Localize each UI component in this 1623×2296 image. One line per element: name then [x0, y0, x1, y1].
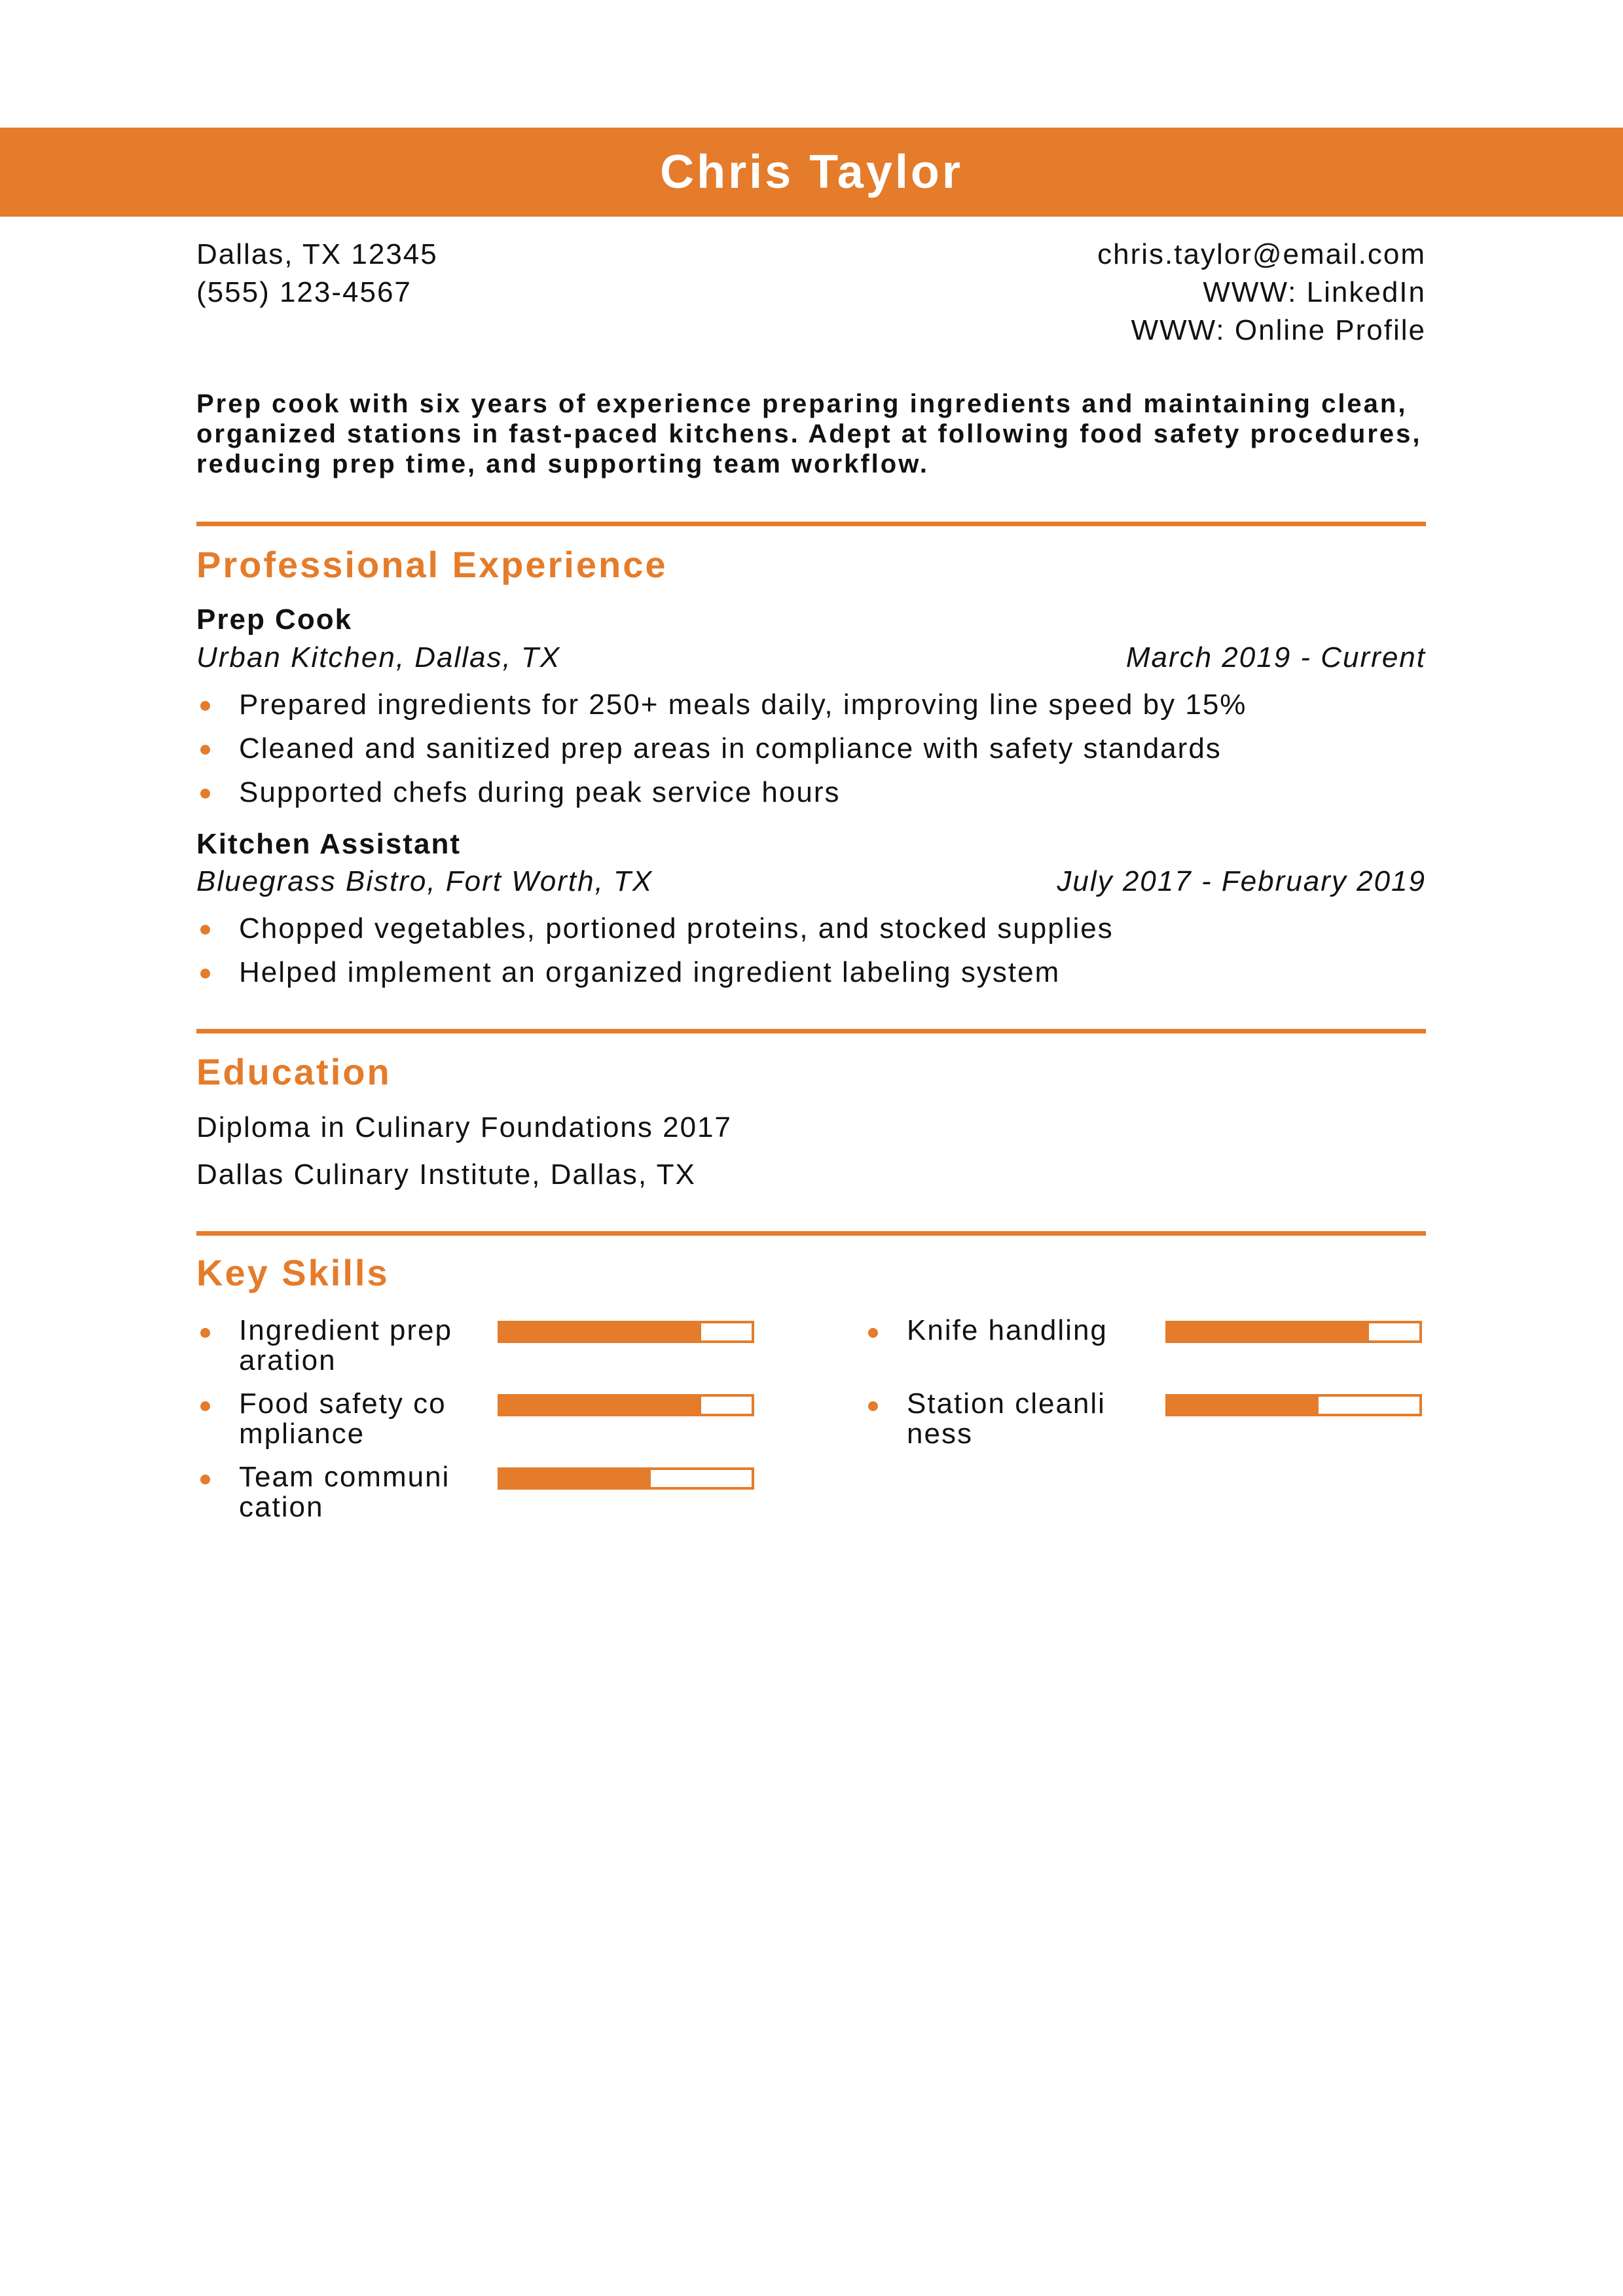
- bullet-icon: [200, 969, 210, 978]
- phone: (555) 123-4567: [196, 276, 412, 308]
- header-band: [0, 128, 1623, 217]
- skill-level-fill: [1168, 1323, 1369, 1340]
- list-item: Prepared ingredients for 250+ meals daily, improving line speed by 15%: [196, 689, 1247, 732]
- skill-item: [196, 1316, 740, 1388]
- job-dates: March 2019 - Current: [1125, 641, 1426, 673]
- skill-label: Ingredient preparation: [239, 1314, 452, 1376]
- skill-label: Food safety compliance: [239, 1388, 447, 1450]
- skill-label: Knife handling: [907, 1314, 1108, 1346]
- list-item: Helped implement an organized ingredient labeling system: [196, 956, 1114, 1000]
- skill-item: [864, 1316, 1408, 1388]
- job-bullets: [196, 689, 1247, 820]
- skill-level-bar: [498, 1467, 754, 1490]
- job-meta: [196, 865, 1426, 898]
- address: Dallas, TX 12345: [196, 238, 438, 270]
- bullet-icon: [200, 925, 210, 935]
- list-item: Chopped vegetables, portioned proteins, and stocked supplies: [196, 912, 1114, 956]
- bullet-icon: [200, 789, 210, 798]
- candidate-name: Chris Taylor: [660, 146, 963, 198]
- email[interactable]: chris.taylor@email.com: [1097, 238, 1426, 270]
- linkedin-link[interactable]: WWW: LinkedIn: [1203, 276, 1426, 308]
- section-divider: [196, 522, 1426, 526]
- summary: Prep cook with six years of experience preparing ingredients and maintaining clean, organized stations in fast-paced kitchens. Adept at following food safety procedures, reducing prep time, and supporting team workflow.: [196, 389, 1422, 478]
- section-divider: [196, 1231, 1426, 1236]
- skill-level-bar: [1165, 1321, 1422, 1343]
- education-heading: Education: [196, 1051, 392, 1092]
- job-company: Urban Kitchen, Dallas, TX: [196, 641, 561, 673]
- skill-level-fill: [500, 1397, 701, 1414]
- online-profile-link[interactable]: WWW: Online Profile: [1131, 314, 1426, 346]
- job-bullets: [196, 912, 1114, 1000]
- bullet-icon: [200, 701, 210, 711]
- job-title: Prep Cook: [196, 603, 353, 636]
- skill-item: [864, 1389, 1408, 1461]
- skill-level-bar: [498, 1394, 754, 1416]
- list-item: Cleaned and sanitized prep areas in compliance with safety standards: [196, 732, 1247, 776]
- skill-level-fill: [1168, 1397, 1319, 1414]
- education-school: Dallas Culinary Institute, Dallas, TX: [196, 1158, 696, 1191]
- job-meta: [196, 641, 1426, 674]
- skill-level-bar: [498, 1321, 754, 1343]
- bullet-icon: [200, 1401, 210, 1411]
- skill-item: [196, 1389, 740, 1461]
- skills-heading: Key Skills: [196, 1252, 390, 1293]
- bullet-icon: [868, 1401, 878, 1411]
- education-degree: Diploma in Culinary Foundations 2017: [196, 1111, 732, 1143]
- skill-item: [196, 1462, 740, 1567]
- skill-level-bar: [1165, 1394, 1422, 1416]
- experience-heading: Professional Experience: [196, 544, 668, 585]
- job-title: Kitchen Assistant: [196, 828, 462, 860]
- job-dates: July 2017 - February 2019: [1057, 865, 1426, 897]
- job-company: Bluegrass Bistro, Fort Worth, TX: [196, 865, 653, 897]
- bullet-icon: [200, 1328, 210, 1338]
- bullet-icon: [200, 745, 210, 755]
- skill-label: Team communication: [239, 1461, 450, 1523]
- skill-level-fill: [500, 1323, 701, 1340]
- list-item: Supported chefs during peak service hours: [196, 776, 1247, 820]
- section-divider: [196, 1029, 1426, 1033]
- bullet-icon: [868, 1328, 878, 1338]
- skill-level-fill: [500, 1470, 651, 1487]
- skill-label: Station cleanliness: [907, 1388, 1106, 1450]
- bullet-icon: [200, 1475, 210, 1484]
